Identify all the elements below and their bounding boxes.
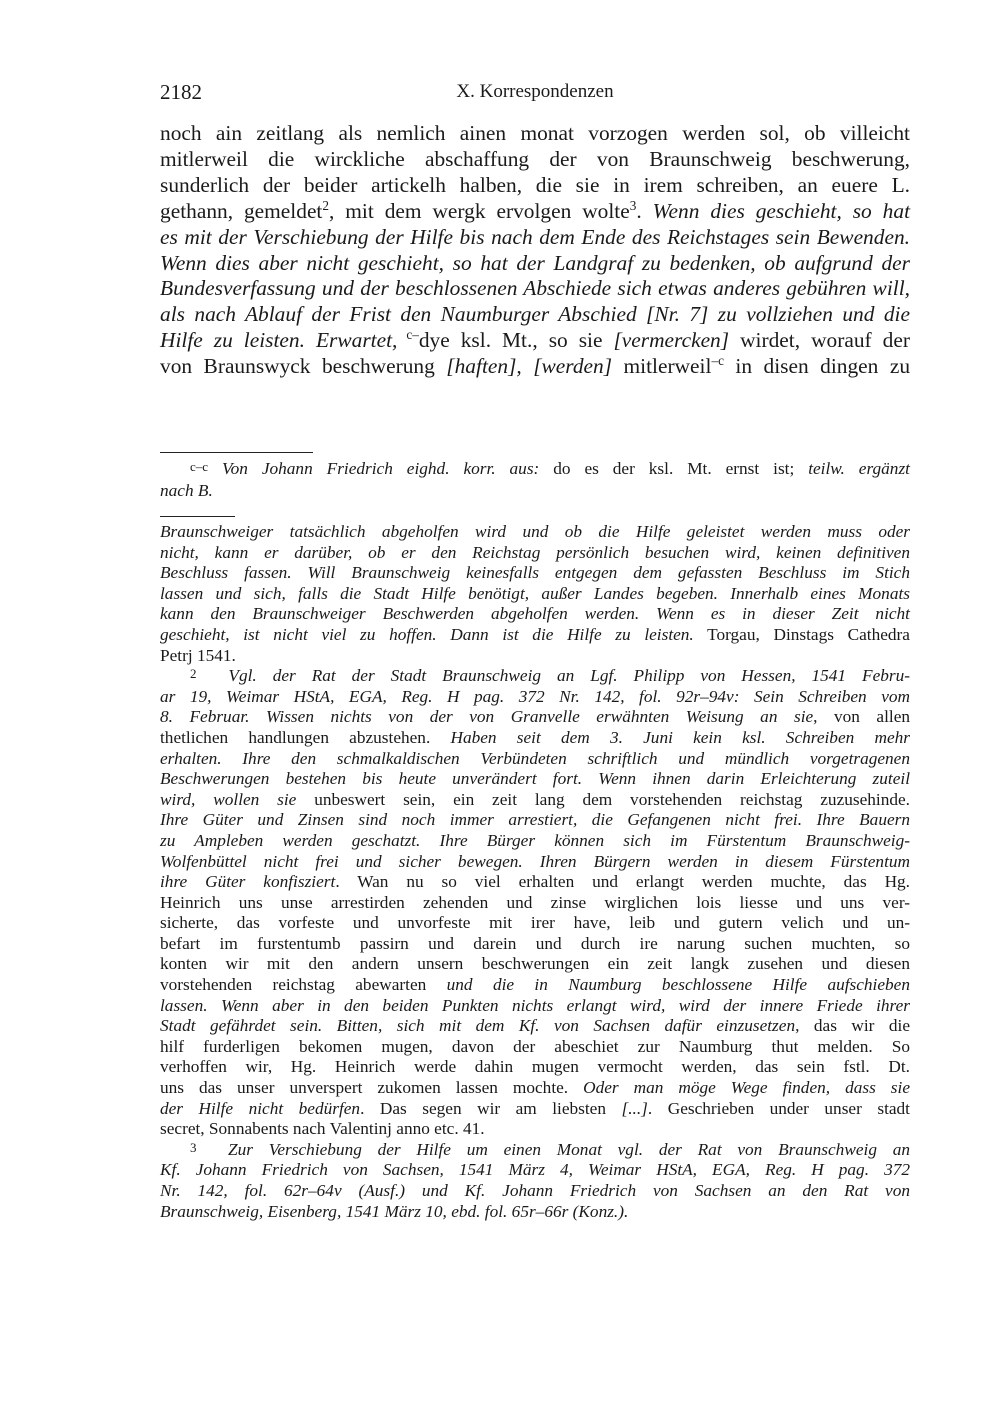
note-line: kann den Braunschweiger Beschwerden abgeholfen werden. Wenn es in dieser Zeit nicht <box>160 604 910 624</box>
apparatus-divider <box>160 452 313 453</box>
main-line: Hilfe zu leisten. Erwartet, $^{c-}$dye ksl. Mt., so sie [vermercken] wirdet, worauf der <box>160 327 910 353</box>
main-line: es mit der Verschiebung der Hilfe bis nach dem Ende des Reichstages sein Bewenden. <box>160 224 910 249</box>
note-line: geschieht, ist nicht viel zu hoffen. Dann ist die Hilfe zu leisten. Torgau, Dinstags Cathedra <box>160 624 910 644</box>
footnote-ref: 3 <box>629 197 637 213</box>
main-line: mitlerweil die wirckliche abschaffung der von Braunschweig beschwerung, <box>160 146 910 171</box>
footnote-3: $^3$ Zur Verschiebung der Hilfe um einen Monat vgl. der Rat von Braunschweig an <box>190 1139 910 1159</box>
apparatus-ref: c– <box>397 327 419 343</box>
note-line: nicht, kann er darüber, ob er den Reichstag persönlich besuchen wird, keinen definitiven <box>160 542 910 562</box>
main-line: sunderlich der beider artickelh halben, die sie in irem schreiben, an euere L. <box>160 172 910 197</box>
critical-apparatus: $^{c-c}$ Von Johann Friedrich eighd. korr. aus: do es der ksl. Mt. ernst ist; teilw. ergänzt nach B. <box>160 459 910 500</box>
note-line: Beschluss fassen. Will Braunschweig keinesfalls entgegen dem gefassten Beschluss im Stich <box>160 563 910 583</box>
note-line: Braunschweiger tatsächlich abgeholfen wird und ob die Hilfe geleistet werden muss oder <box>160 522 910 541</box>
apparatus-ref: –c <box>711 353 724 369</box>
main-line: noch ain zeitlang als nemlich ainen monat vorzogen werden sol, ob villeicht <box>160 121 910 145</box>
note-line: lassen und sich, falls die Stadt Hilfe benötigt, außer Landes begeben. Innerhalb eines Monats <box>160 583 910 603</box>
main-line: als nach Ablauf der Frist den Naumburger Abschied [Nr. 7] zu vollziehen und die <box>160 302 910 327</box>
main-line: Bundesverfassung und der beschlossenen Abschiede sich etwas anderes gebühren will, <box>160 276 910 301</box>
footnote-mark: 3 <box>190 1139 197 1155</box>
footnote-2: $^2$ Vgl. der Rat der Stadt Braunschweig an Lgf. Philipp von Hessen, 1541 Febru- <box>190 666 910 686</box>
main-line: von Braunswyck beschwerung [haften], [werden] mitlerweil$^{-c}$ in disen dingen zu <box>160 353 911 379</box>
apparatus-mark: c–c <box>190 459 209 474</box>
footnote-divider <box>160 516 235 517</box>
footnote-mark: 2 <box>190 666 197 682</box>
footnote-ref: 2 <box>322 197 330 213</box>
main-text <box>160 121 910 380</box>
running-head: X. Korrespondenzen <box>456 81 614 102</box>
note-line: Petrj 1541. <box>160 645 236 665</box>
main-line: Wenn dies aber nicht geschieht, so hat der Landgraf zu bedenken, ob aufgrund der <box>160 250 910 275</box>
page-number: 2182 <box>160 80 202 104</box>
page-header <box>160 80 910 108</box>
main-line: gethann, gemeldet$^2$, mit dem wergk ervolgen wolte$^3$. Wenn dies geschieht, so hat <box>160 197 911 223</box>
footnotes: Braunschweiger tatsächlich abgeholfen wird und ob die Hilfe geleistet werden muss oder nicht, kann er darüber, ob er den Reichstag persönlich besuchen wird, keinen definitiven Beschluss fassen. Will Braunschweig keinesfalls entgegen dem gefassten Beschluss im Stich lassen und sich, falls die Stadt Hilfe benötigt, außer Landes begeben. Innerhalb eines Monats kann den Braunschweiger Beschwerden abgeholfen werden. Wenn es in dieser Zeit nicht geschieht, ist nicht viel zu hoffen. Dann ist die Hilfe zu leisten. Torgau, Dinstags Cathedra Petrj 1541. $^2$ Vgl. der Rat der Stadt Braunschweig an Lgf. Philipp von Hessen, 1541 Febru- ar 19, Weimar HStA, EGA, Reg. H pag. 372 Nr. 142, fol. 92r–94v: Sein Schreiben vom 8. Februar. Wissen nichts von der von Granvelle erwähnten Weisung an sie, von allen thetlichen handlungen abzustehen. Haben seit dem 3. Juni kein ksl. Schreiben mehr erhalten. Ihre den schmalkaldischen Verbündeten schriftlich und mündlich vorgetragenen Beschwerungen bestehen bis heute unverändert fort. Wenn ihnen darin Erleichterung zuteil wird, wollen sie unbeswert sein, ein zeit lang dem vorstehenden reichstag zuzusehinde. Ihre Güter und Zinsen sind noch immer arrestiert, die Gefangenen nicht frei. Ihre Bauern zu Ampleben werden geschatzt. Ihre Bürger können sich im Fürstentum Braunschweig- Wolfenbüttel nicht frei und sicher bewegen. Ihren Bürgern werden in diesem Fürstentum ihre Güter konfisziert. Wan nu so viel erhalten und erlangt werden muchte, das Hg. Heinrich uns unse arrestirden zehenden und zinse wirglichen lois liesse und uns ver- sicherte, das vorfeste und unvorfeste mit irer have, leib und gutern velich und un- befart im furstentumb passirn und darein und durch ire narung suchen muchten, so konten wir mit den andern unsern beschwerungen ein zeit langk zusehen und diesen vorstehenden reichstag abewarten und die in Naumburg beschlossene Hilfe aufschieben lassen. Wenn aber in den beiden Punkten nichts erlangt wird, wird der innere Friede ihrer Stadt gefährdet sein. Bitten, sich mit dem Kf. von Sachsen dafür einzusetzen, das wir die hilf furderligen bekomen mugen, davon der abeschiet zur Naumburg thut melden. So verhoffen wir, Hg. Heinrich werde dahin mugen vermocht werden, das sein fstl. Dt. uns das unser unverspert zukomen lassen mochte. Oder man möge Wege finden, dass sie der Hilfe nicht bedürfen. Das segen wir am liebsten [...]. Geschrieben under unser stadt secret, Sonnabents nach Valentinj anno etc. 41. $^3$ Zur Verschiebung der Hilfe um einen Monat vgl. der Rat von Braunschweig an Kf. Johann Friedrich von Sachsen, 1541 März 4, Weimar HStA, EGA, Reg. H pag. 372 Nr. 142, fol. 62r–64v (Ausf.) und Kf. Johann Friedrich von Sachsen an den Rat von Braunschweig, Eisenberg, 1541 März 10, ebd. fol. 65r–66r (Konz.). <box>160 522 911 1221</box>
